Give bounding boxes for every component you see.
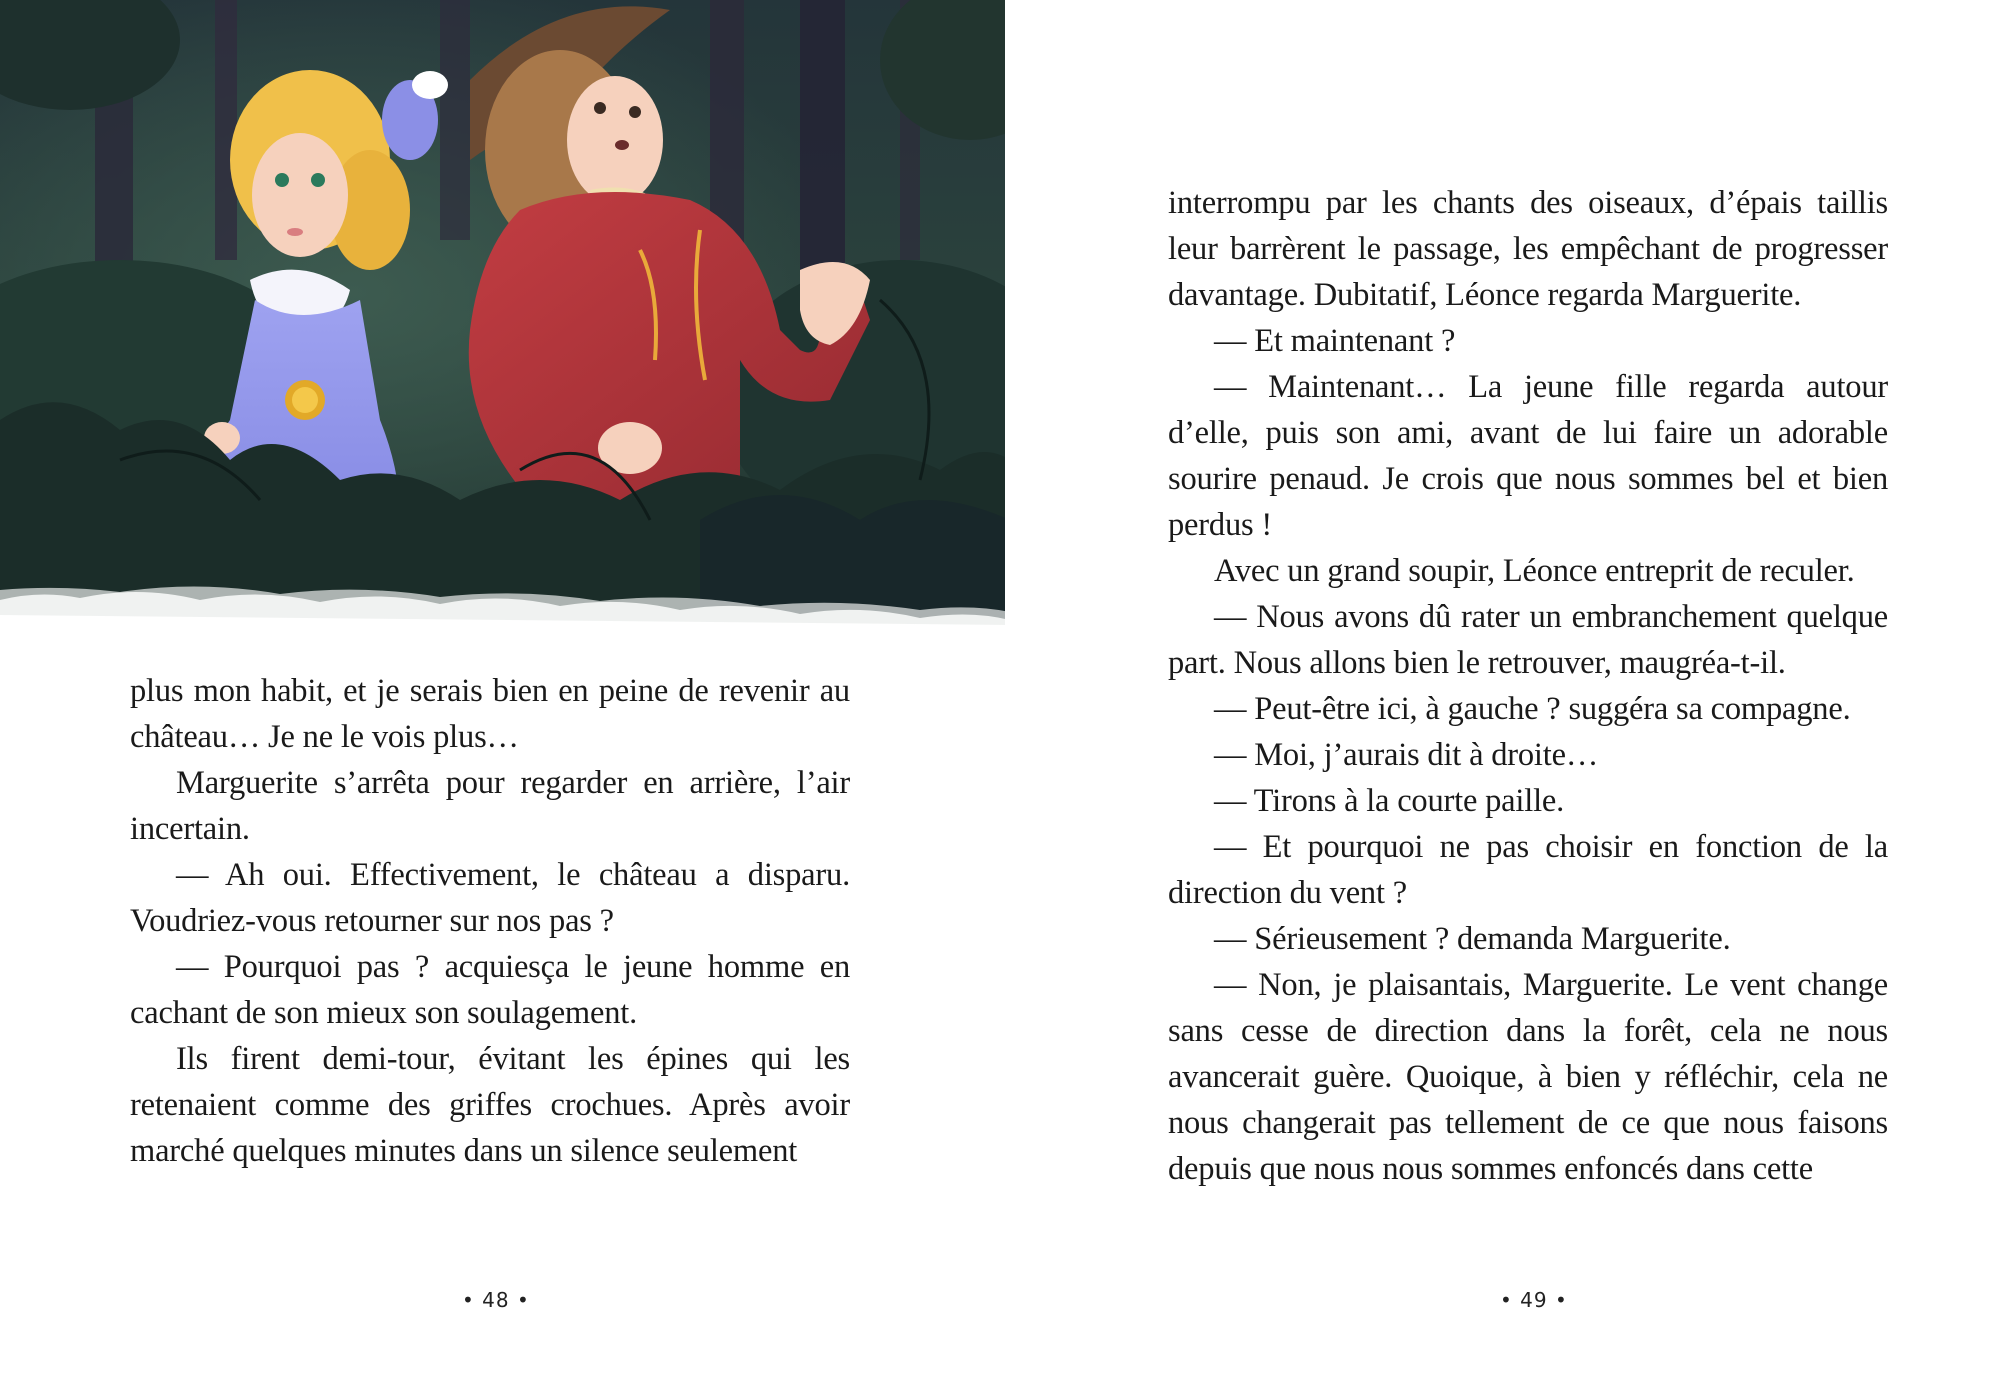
paragraph: — Et pourquoi ne pas choisir en fonction de la direction du vent ? [1168,829,1888,911]
left-page-body-text [130,668,850,1174]
illustration-image [0,0,1010,650]
paragraph: plus mon habit, et je serais bien en peine de revenir au château… Je ne le vois plus… [130,673,850,755]
paragraph: — Tirons à la courte paille. [1214,783,1565,819]
right-page-body-text [1168,180,1888,1192]
paragraph: — Nous avons dû rater un embranchement quelque part. Nous allons bien le retrouver, maugréa-t-il. [1168,599,1888,681]
page-number-right: • 49 • [1500,1288,1568,1312]
page-number-left: • 48 • [462,1288,530,1312]
paragraph: — Ah oui. Effectivement, le château a disparu. Voudriez-vous retourner sur nos pas ? [130,857,850,939]
paragraph: Marguerite s’arrêta pour regarder en arrière, l’air incertain. [130,765,850,847]
right-page [1005,0,2010,1400]
paragraph: Avec un grand soupir, Léonce entreprit de reculer. [1214,553,1855,589]
paragraph: — Pourquoi pas ? acquiesça le jeune homme en cachant de son mieux son soulagement. [130,949,850,1031]
paragraph: — Non, je plaisantais, Marguerite. Le vent change sans cesse de direction dans la forêt, cela ne nous avancerait guère. Quoique, à bien y réfléchir, cela ne nous changerait pas tellement de ce que nous faisons depuis que nous nous sommes enfoncés dans cette [1168,967,1888,1187]
paragraph: Ils firent demi-tour, évitant les épines qui les retenaient comme des griffes crochues. Après avoir marché quelques minutes dans un silence seulement [130,1041,850,1169]
paragraph: — Sérieusement ? demanda Marguerite. [1214,921,1731,957]
paragraph: — Et maintenant ? [1214,323,1456,359]
paragraph: — Peut-être ici, à gauche ? suggéra sa compagne. [1214,691,1851,727]
paragraph: — Moi, j’aurais dit à droite… [1214,737,1599,773]
forest-illustration [0,0,1010,650]
paragraph: interrompu par les chants des oiseaux, d’épais taillis leur barrèrent le passage, les empêchant de progresser davantage. Dubitatif, Léonce regarda Marguerite. [1168,185,1888,313]
paragraph: — Maintenant… La jeune fille regarda autour d’elle, puis son ami, avant de lui faire un adorable sourire penaud. Je crois que nous sommes bel et bien perdus ! [1168,369,1888,543]
